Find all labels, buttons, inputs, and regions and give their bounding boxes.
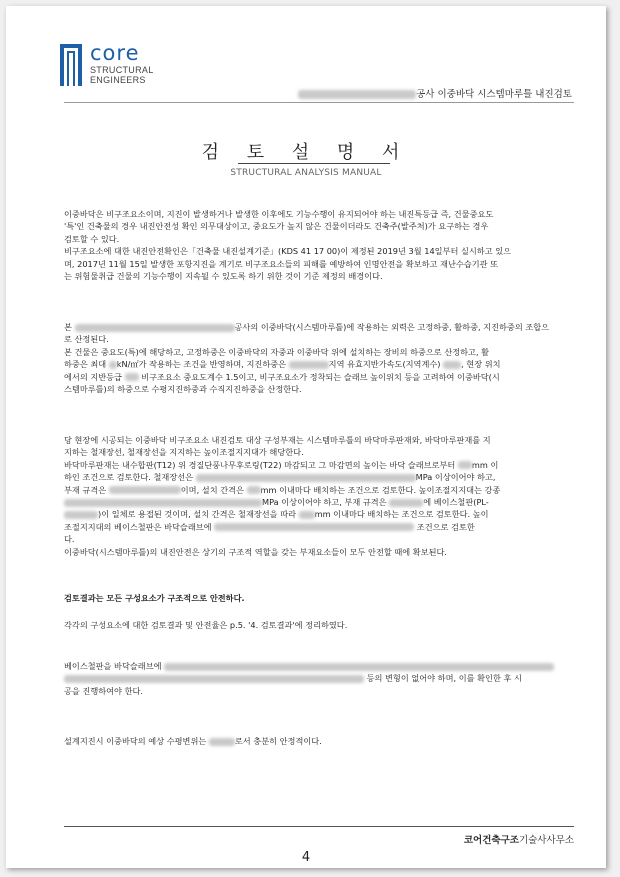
redacted-text [443, 361, 461, 369]
text-line: 본 건물은 중요도(특)에 해당하고, 고정하중은 이중바닥의 자중과 이중바닥 위에 설치하는 장비의 하중으로 산정하고, 활 [64, 346, 490, 357]
company-logo [60, 41, 170, 90]
text-line: 다. [64, 534, 75, 545]
text-line: 이중바닥(시스템마루틀)의 내진안전은 상기의 구조적 역할을 갖는 부재요소들이 모두 안전할 때에 확보된다. [64, 546, 448, 557]
redacted-text [247, 486, 261, 494]
text-line: 바닥마루판재는 내수합판(T12) 위 경질단풍나무후로링(T22) 마감되고 그 마감면의 높이는 바닥 슬래브로부터 mm 이 [64, 459, 499, 470]
text-line: )이 일체로 용접된 것이며, 설치 간격은 철재장선을 따라 mm 이내마다 배치하는 조건으로 검토한다. 높이 [64, 508, 574, 520]
redacted-text [289, 361, 329, 369]
text-line: 조절지지대의 베이스철판은 바닥슬래브에 조건으로 검토한 [64, 521, 475, 532]
text-line: 이중바닥은 비구조요소이며, 지진이 발생하거나 발생한 이후에도 기능수행이 유지되어야 하는 내진특등급 즉, 건물중요도 [64, 209, 494, 219]
document-title: 검 토 설 명 서 [201, 142, 411, 163]
paragraph-results-reference: 각각의 구성요소에 대한 검토결과 및 안전율은 p.5. '4. 검토결과'에 정리하였다. [64, 620, 348, 630]
redacted-text [164, 663, 554, 671]
text-line: 에서의 지반등급 비구조요소 중요도계수 1.5이고, 비구조요소가 정착되는 슬래브 높이위치 등을 고려하여 이중바닥(시 [64, 371, 500, 382]
title-underline [238, 163, 390, 164]
logo-wordmark: core [90, 41, 140, 65]
text-line: 스템마루틀)의 하중으로 수평지진하중과 수직지진하중을 산정한다. [64, 384, 302, 395]
project-header-text: 공사 이중바닥 시스템마루틀 내진검토 [416, 89, 572, 100]
page-number: 4 [301, 850, 311, 865]
company-name-bold: 코어건축구조 [463, 835, 519, 846]
redacted-text [64, 511, 98, 519]
text-line: 하인 조건으로 검토한다. 철재장선은 MPa 이상이어야 하고, [64, 472, 496, 483]
redacted-text [214, 523, 414, 531]
redacted-text [209, 738, 235, 746]
review-result-statement: 검토결과는 모든 구성요소가 구조적으로 안전하다. [64, 593, 245, 603]
text-line: 비구조요소에 대한 내진안전확인은「건축물 내진설계기준」(KDS 41 17 00)이 제정된 2019년 3월 14일부터 실시하고 있으 [64, 246, 512, 257]
document-page [6, 6, 606, 868]
paragraph-intro [64, 208, 574, 282]
redacted-text [458, 461, 472, 469]
redacted-text [109, 361, 117, 369]
redacted-text [299, 511, 315, 519]
logo-subtext-2: ENGINEERS [90, 75, 146, 85]
text-line: 등의 변형이 없어야 하며, 이를 확인한 후 시 [64, 672, 574, 684]
company-name-rest: 기술사사무소 [518, 835, 574, 846]
text-line: 당 현장에 시공되는 이중바닥 비구조요소 내진검토 대상 구성부재는 시스템마루틀의 바닥마루판재와, 바닥마루판재를 지 [64, 435, 491, 445]
text-line: 지하는 철재장선, 철재장선을 지지하는 높이조절지지대가 해당한다. [64, 447, 304, 458]
redacted-text [64, 499, 262, 507]
footer-company [306, 832, 574, 846]
paragraph-base-plate [64, 660, 574, 697]
logo-subtext-1: STRUCTURAL [90, 65, 154, 75]
redacted-project-name [298, 90, 416, 99]
text-line: MPa 이상이어야 하고, 부재 규격은 에 베이스철판(PL- [64, 496, 574, 508]
footer-divider [64, 826, 574, 827]
text-line: 며, 2017년 11월 15일 발생한 포항지진을 계기로 비구조요소들의 피해를 예방하여 인명안전을 확보하고 재난수습기관 또 [64, 258, 499, 269]
redacted-text [196, 474, 416, 482]
document-subtitle: STRUCTURAL ANALYSIS MANUAL [230, 168, 382, 178]
text-line: 는 위험물취급 건물의 기능수행이 지속될 수 있도록 하기 위한 것이 기준 제정의 배경이다. [64, 271, 383, 282]
text-line: 검토할 수 있다. [64, 233, 120, 244]
text-line: 하중은 최대 kN/㎡가 작용하는 조건을 반영하며, 지진하중은 지역 유효지반가속도(지역계수) , 현장 위치 [64, 359, 501, 370]
text-line: 본 공사의 이중바닥(시스템마루틀)에 작용하는 외력은 고정하중, 활하중, 지진하중의 조합으 [64, 322, 550, 332]
header-divider [64, 102, 574, 103]
logo-mark-icon [60, 44, 82, 88]
redacted-text [75, 324, 235, 332]
text-line: 공을 진행하여야 한다. [64, 685, 143, 696]
redacted-text [109, 486, 181, 494]
redacted-text [389, 499, 423, 507]
paragraph-loads [64, 321, 574, 395]
text-line: 로 산정된다. [64, 334, 109, 345]
text-line: 베이스철판을 바닥슬래브에 [64, 660, 574, 672]
paragraph-members [64, 434, 574, 558]
text-line: 부재 규격은 이며, 설치 간격은 mm 이내마다 배치하는 조건으로 검토한다. 높이조절지지대는 강종 [64, 484, 501, 495]
text-line: '특'인 건축물의 경우 내진안전성 확인 의무대상이고, 중요도가 높지 않은 건물이더라도 건축주(발주처)가 요구하는 경우 [64, 221, 489, 232]
redacted-text [125, 373, 139, 381]
project-header [256, 86, 572, 100]
redacted-text [64, 675, 364, 683]
paragraph-displacement: 설계지진시 이중바닥의 예상 수평변위는 로서 충분히 안정적이다. [64, 736, 322, 746]
